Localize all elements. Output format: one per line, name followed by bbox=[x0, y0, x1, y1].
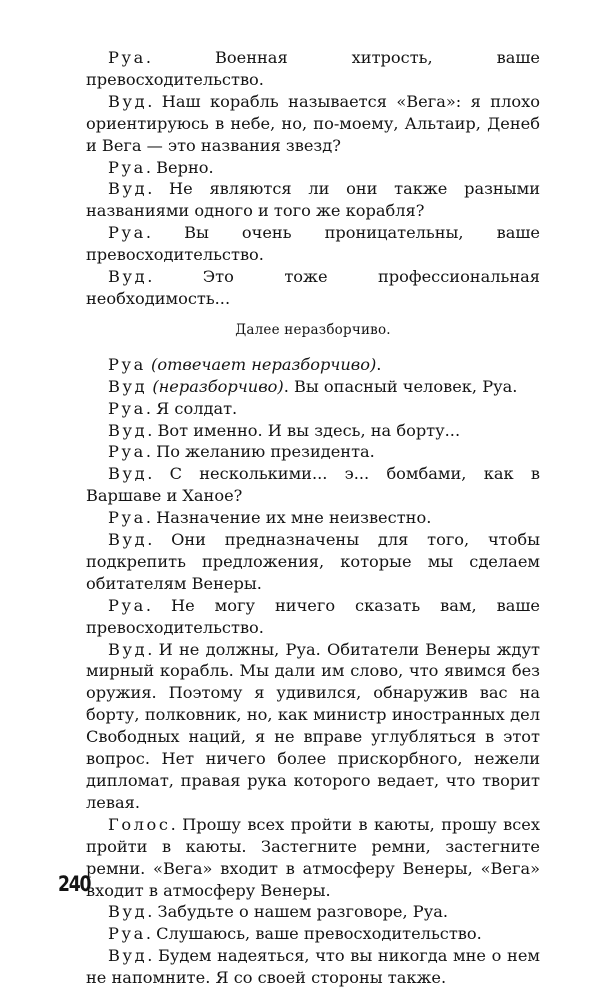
line-text: . bbox=[376, 354, 382, 374]
paragraph-12 bbox=[86, 463, 540, 507]
line-text: . Они предназначены для того, чтобы подкрепить предложения, которые мы сделаем обитателям Венеры. bbox=[86, 530, 540, 593]
line-text: . Вы очень проницательны, ваше превосходительство. bbox=[86, 223, 540, 265]
paragraph-13 bbox=[86, 507, 540, 529]
line-text: . Забудьте о нашем разговоре, Руа. bbox=[147, 902, 449, 922]
speaker-name: Руа bbox=[108, 595, 146, 615]
speaker-name: Руа bbox=[108, 508, 146, 528]
paragraph-17 bbox=[86, 814, 540, 902]
line-text: . Наш корабль называется «Вега»: я плохо ориентируюсь в небе, но, по-моему, Альтаир, Денеб и Вега — это названия звезд? bbox=[86, 91, 540, 155]
stage-direction: (отвечает неразборчиво) bbox=[145, 354, 377, 374]
speaker-name: Вуд bbox=[108, 464, 148, 484]
line-text: . Вот именно. И вы здесь, на борту... bbox=[147, 420, 461, 440]
paragraph-6 bbox=[86, 266, 540, 310]
line-text: . С несколькими... э... бомбами, как в Варшаве и Ханое? bbox=[86, 464, 540, 506]
speaker-name: Вуд bbox=[108, 639, 148, 659]
speaker-name: Вуд bbox=[108, 91, 148, 111]
speaker-name: Руа bbox=[108, 924, 146, 944]
stage-remark: Далее неразборчиво. bbox=[235, 321, 391, 338]
line-text: . Будем надеяться, что вы никогда мне о нем не напомните. Я со своей стороны также. bbox=[86, 946, 540, 988]
paragraph-7 bbox=[86, 354, 540, 376]
paragraph-11 bbox=[86, 441, 540, 463]
line-text: . Не являются ли они также разными названиями одного и того же корабля? bbox=[86, 179, 540, 221]
line-text: . И не должны, Руа. Обитатели Венеры ждут мирный корабль. Мы дали им слово, что явимся без оружия. Поэтому я удивился, обнаружив вас на борту, полковник, но, как министр иностранных дел Свободных наций, я не вправе углубляться в этот вопрос. Нет ничего более прискорбного, нежели дипломат, правая рука которого ведает, что творит левая. bbox=[86, 639, 540, 812]
paragraph-18 bbox=[86, 901, 540, 923]
speaker-name: Руа bbox=[108, 442, 146, 462]
paragraph-14 bbox=[86, 529, 540, 595]
speaker-name: Руа bbox=[108, 398, 146, 418]
paragraph-3 bbox=[86, 157, 540, 179]
speaker-name: Руа bbox=[108, 48, 146, 67]
line-text: . По желанию президента. bbox=[145, 442, 375, 462]
paragraph-8 bbox=[86, 376, 540, 398]
paragraph-2 bbox=[86, 91, 540, 157]
paragraph-10 bbox=[86, 420, 540, 442]
paragraph-9 bbox=[86, 398, 540, 420]
paragraph-5 bbox=[86, 222, 540, 266]
stage-direction: (неразборчиво) bbox=[147, 376, 284, 396]
paragraph-16 bbox=[86, 639, 540, 814]
line-text: . Слушаюсь, ваше превосходительство. bbox=[145, 924, 482, 944]
line-text: . Я солдат. bbox=[145, 398, 238, 418]
speaker-name: Вуд bbox=[108, 376, 148, 396]
paragraph-1 bbox=[86, 47, 540, 91]
paragraph-20 bbox=[86, 945, 540, 989]
speaker-name: Вуд bbox=[108, 946, 148, 966]
speaker-name: Вуд bbox=[108, 902, 148, 922]
line-text: . Прошу всех пройти в каюты, прошу всех пройти в каюты. Застегните ремни, застегните ремни. «Вега» входит в атмосферу Венеры, «Вега» входит в атмосферу Венеры. bbox=[86, 814, 540, 900]
paragraph-15 bbox=[86, 595, 540, 639]
page-number: 240 bbox=[58, 872, 91, 896]
speaker-name: Руа bbox=[108, 223, 146, 243]
line-text: . Верно. bbox=[145, 157, 214, 177]
line-text: . Назначение их мне неизвестно. bbox=[145, 508, 432, 528]
speaker-name: Вуд bbox=[108, 530, 148, 550]
page-body bbox=[86, 47, 540, 989]
line-text: . Военная хитрость, ваше превосходительство. bbox=[86, 48, 540, 89]
paragraph-19 bbox=[86, 923, 540, 945]
line-text: . Не могу ничего сказать вам, ваше превосходительство. bbox=[86, 595, 540, 637]
speaker-name: Руа bbox=[108, 157, 146, 177]
paragraph-4 bbox=[86, 178, 540, 222]
speaker-name: Вуд bbox=[108, 267, 148, 287]
line-text: . Это тоже профессиональная необходимость... bbox=[86, 267, 540, 308]
line-text: . Вы опасный человек, Руа. bbox=[283, 376, 518, 396]
speaker-name: Руа bbox=[108, 354, 146, 374]
speaker-name: Вуд bbox=[108, 420, 148, 440]
speaker-name: Вуд bbox=[108, 179, 148, 199]
speaker-name: Голос bbox=[108, 814, 171, 834]
